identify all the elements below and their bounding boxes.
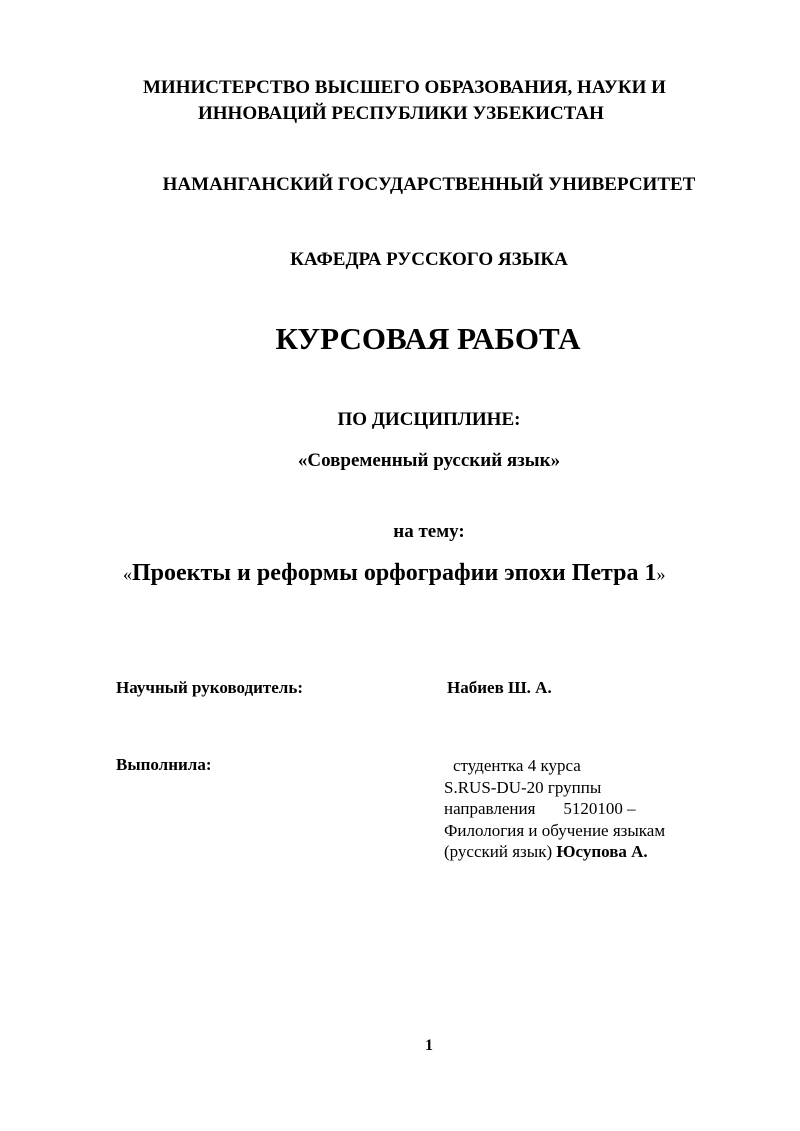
ministry-title-line2: ИННОВАЦИЙ РЕСПУБЛИКИ УЗБЕКИСТАН: [198, 103, 604, 124]
topic-text: Проекты и реформы орфографии эпохи Петра 1: [132, 560, 657, 586]
performer-specialty-tail: [444, 841, 665, 863]
supervisor-label: Научный руководитель:: [116, 678, 303, 697]
topic-close-quote: »: [656, 564, 666, 584]
performer-label: Выполнила:: [116, 755, 212, 774]
direction-code: 5120100 –: [563, 799, 636, 818]
performer-specialty: Филология и обучение языкам: [444, 820, 666, 840]
page-number: 1: [425, 1037, 433, 1054]
discipline-label: ПО ДИСЦИПЛИНЕ:: [337, 409, 521, 430]
department-name: КАФЕДРА РУССКОГО ЯЗЫКА: [290, 249, 568, 270]
topic-title: [123, 560, 665, 587]
document-title: КУРСОВАЯ РАБОТА: [275, 321, 581, 356]
performer-course: студентка 4 курса: [453, 756, 581, 775]
performer-group: S.RUS-DU-20 группы: [444, 777, 602, 797]
performer-details: [444, 755, 665, 863]
topic-label: на тему:: [393, 521, 465, 542]
university-name: НАМАНГАНСКИЙ ГОСУДАРСТВЕННЫЙ УНИВЕРСИТЕТ: [162, 174, 696, 195]
specialty-language: (русский язык): [444, 842, 553, 861]
supervisor-name: Набиев Ш. А.: [447, 678, 552, 697]
discipline-name: «Современный русский язык»: [297, 450, 561, 471]
direction-label: направления: [444, 799, 536, 818]
topic-open-quote: «: [123, 564, 132, 584]
performer-name: Юсупова А.: [556, 842, 648, 861]
ministry-title-line1: МИНИСТЕРСТВО ВЫСШЕГО ОБРАЗОВАНИЯ, НАУКИ И: [143, 77, 666, 98]
performer-direction: [444, 798, 665, 820]
